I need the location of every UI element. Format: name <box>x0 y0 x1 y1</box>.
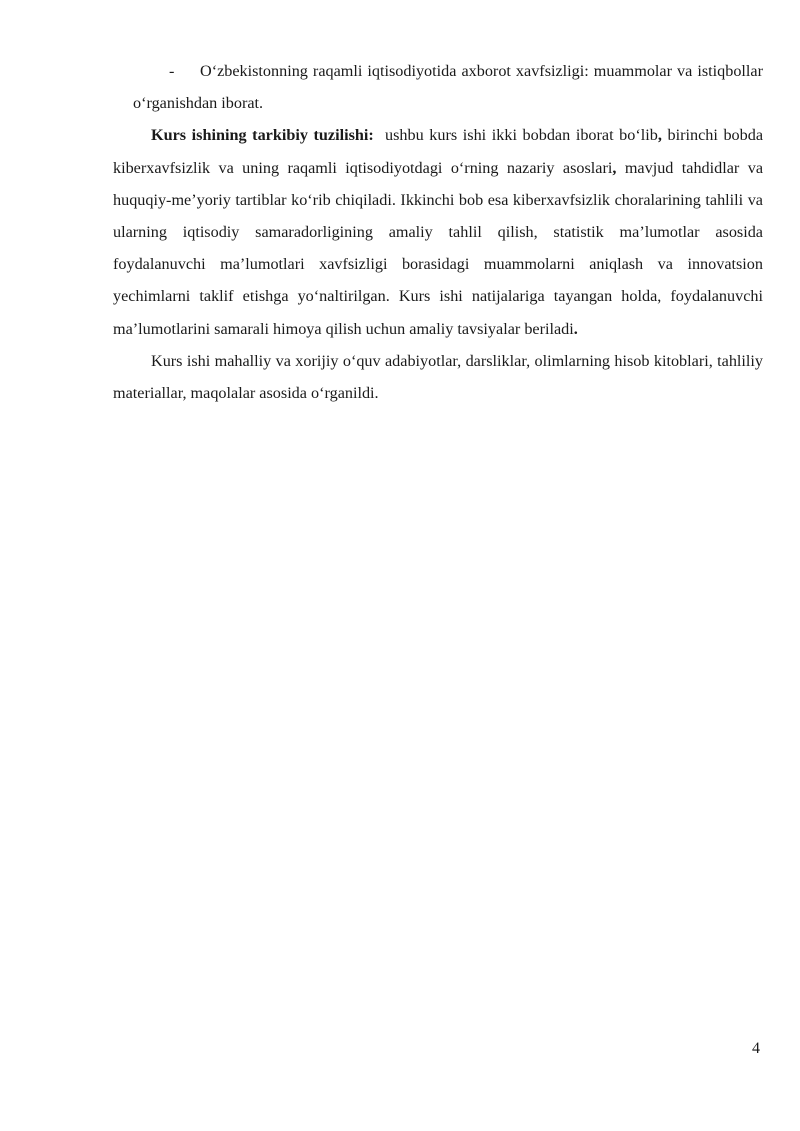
page-number: 4 <box>752 1040 760 1057</box>
structure-period: . <box>573 319 578 338</box>
bullet-item <box>113 55 763 119</box>
structure-comma-1: , <box>657 126 662 145</box>
structure-paragraph <box>113 119 763 344</box>
bullet-dash: - <box>169 62 175 80</box>
structure-text-2: birinchi bobda kiberxavfsizlik va uning raqamli iqtisodiyotdagi o‘rning nazariy asoslari <box>113 126 764 177</box>
sources-paragraph: Kurs ishi mahalliy va xorijiy o‘quv adabiyotlar, darsliklar, olimlarning hisob kitoblari, tahliliy materiallar, maqolalar asosida o‘rganildi. <box>113 351 763 403</box>
structure-text-3: mavjud tahdidlar va huquqiy-me’yoriy tartiblar ko‘rib chiqiladi. Ikkinchi bob esa kiberxavfsizlik choralarining tahlili va ularning iqtisodiy samaradorligining amaliy tahlil qilish, statistik ma’lumotlar asosida foydalanuvchi ma’lumotlari xavfsizligi borasidagi muammolarni aniqlash va innovatsion yechimlarni taklif etishga yo‘naltirilgan. Kurs ishi natijalariga tayangan holda, foydalanuvchi ma’lumotlarini samarali himoya qilish uchun amaliy tavsiyalar beriladi <box>113 158 763 338</box>
structure-lead: Kurs ishining tarkibiy tuzilishi: <box>151 126 374 145</box>
structure-text-1: ushbu kurs ishi ikki bobdan iborat bo‘lib <box>385 126 658 145</box>
document-body <box>113 55 763 409</box>
structure-comma-2: , <box>612 158 617 177</box>
bullet-text: O‘zbekistonning raqamli iqtisodiyotida axborot xavfsizligi: muammolar va istiqbollar o‘rganishdan iborat. <box>133 62 763 113</box>
